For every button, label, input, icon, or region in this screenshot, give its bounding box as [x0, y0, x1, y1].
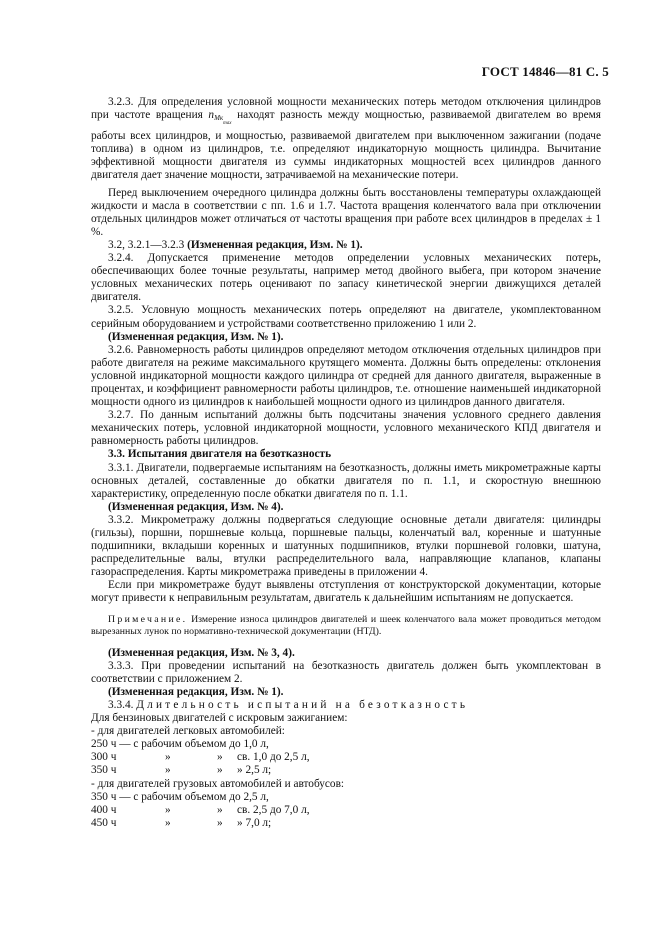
table-cell: » 7,0 л; — [237, 816, 272, 829]
amendment-note: (Измененная редакция, Изм. № 1). — [187, 238, 363, 251]
list-subheading-trucks: - для двигателей грузовых автомобилей и автобусов: — [91, 777, 345, 790]
table-cell: » — [217, 764, 223, 777]
formula-variable: n — [208, 109, 215, 122]
table-cell: » — [165, 803, 171, 816]
note-block — [91, 614, 601, 638]
paragraph-3-2-7: 3.2.7. По данным испытаний должны быть подсчитаны значения условного среднего давления механических потерь, условной индикаторной мощности, условного механического КПД двигателя и равномерность работы цилиндров. — [91, 409, 601, 448]
formula-subscript: Mк — [214, 114, 224, 123]
paragraph-3-2-4: 3.2.4. Допускается применение методов определении условных механических потерь, обеспечивающих более точные результаты, например метод двойного выбега, при котором значение условных механических потерь оценивают по запасу кинетической энергии движущихся деталей двигателя. — [91, 252, 601, 304]
duration-table-cars — [91, 751, 310, 777]
table-row — [91, 804, 310, 817]
table-cell: » — [217, 803, 223, 816]
amendment-note: (Измененная редакция, Изм. № 4). — [108, 500, 284, 513]
table-cell: » — [217, 751, 223, 764]
table-cell: » — [165, 816, 171, 829]
clause-refs: 3.2, 3.2.1—3.2.3 — [108, 238, 188, 251]
paragraph-3-3-2: 3.3.2. Микрометражу должны подвергаться следующие основные детали двигателя: цилиндры (гильзы), поршни, поршневые кольца, поршневые пальцы, коленчатый вал, коренные и шатунные подшипники, вкладыши коренных и шатунных подшипников, втулки поршневой головки, шатуна, распределительные валы, втулки распределительного вала, направляющие клапанов, клапаны газораспределения. Карты микрометража приведены в приложении 4. — [91, 513, 601, 579]
page-header: ГОСТ 14846—81 С. 5 — [481, 64, 609, 79]
note-label: Примечание. — [108, 613, 188, 625]
table-cell: » — [165, 764, 171, 777]
table-cell: » — [217, 816, 223, 829]
table-cell: » — [165, 751, 171, 764]
table-cell: 450 ч — [91, 816, 117, 829]
paragraph-3-3-1: 3.3.1. Двигатели, подвергаемые испытаниям на безотказность, должны иметь микрометражные карты основных деталей, составленные до обкатки двигателя по п. 1.1, и скоростную внешнюю характеристику, определенную после обкатки двигателя по п. 1.1. — [91, 461, 601, 500]
table-row — [91, 751, 310, 764]
formula-subsubscript: max — [223, 121, 232, 127]
table-cell: св. 1,0 до 2,5 л, — [237, 751, 310, 764]
note-text: Измерение износа цилиндров двигателей и шеек коленчатого вала может проводиться методом вырезанных лунок по нормативно-технической документации (НТД). — [91, 613, 601, 637]
table-cell: 350 ч — [91, 764, 117, 777]
table-cell: » 2,5 л; — [237, 764, 272, 777]
paragraph-cylinder-shutdown: Перед выключением очередного цилиндра должны быть восстановлены температуры охлаждающей жидкости и масла в соответствии с пп. 1.6 и 1.7. Частота вращения коленчатого вала при отключении отдельных цилиндров может отличаться от частоты вращения при работе всех цилиндров в пределах ± 1 %. — [91, 186, 601, 238]
list-subheading-cars: - для двигателей легковых автомобилей: — [91, 725, 285, 738]
paragraph-text: 3.2.3. Для определения условной мощности механических потерь методом отключения цилиндров при частоте вращения — [91, 96, 601, 122]
table-row — [91, 817, 310, 830]
duration-row: 350 ч — с рабочим объемом до 2,5 л, — [91, 790, 269, 803]
document-body — [91, 96, 601, 830]
paragraph-3-3-4 — [91, 699, 601, 712]
section-heading-3-3: 3.3. Испытания двигателя на безотказность — [108, 448, 332, 461]
clause-number: 3.3.4. — [108, 698, 137, 711]
amendment-note: (Измененная редакция, Изм. № 3, 4). — [108, 646, 295, 659]
clause-title: Длительность испытаний на безотказность — [136, 698, 469, 711]
table-cell: 400 ч — [91, 803, 117, 816]
paragraph-3-2-5: 3.2.5. Условную мощность механических потерь определяют на двигателе, укомплектованном серийным оборудованием и устройствами соответственно приложению 1 или 2. — [91, 304, 601, 330]
amendment-note: (Измененная редакция, Изм. № 1). — [108, 685, 284, 698]
paragraph-deviation: Если при микрометраже будут выявлены отступления от конструкторской документации, которые могут привести к неправильным результатам, двигатель к дальнейшим испытаниям не допускается. — [91, 579, 601, 605]
paragraph-amendment-3-2 — [91, 239, 601, 252]
list-intro: Для бензиновых двигателей с искровым зажиганием: — [91, 712, 348, 725]
duration-table-trucks — [91, 804, 310, 830]
paragraph-3-2-3 — [91, 96, 601, 183]
table-cell: 300 ч — [91, 751, 117, 764]
table-cell: св. 2,5 до 7,0 л, — [237, 803, 310, 816]
amendment-note: (Измененная редакция, Изм. № 1). — [108, 330, 284, 343]
paragraph-3-2-6: 3.2.6. Равномерность работы цилиндров определяют методом отключения отдельных цилиндров при работе двигателя на режиме максимального крутящего момента. Должны быть определены: отклонения условной индикаторной мощности каждого цилиндра от средней для данного двигателя, выраженные в процентах, и коэффициент равномерности работы цилиндров, т.е. отношение наименьшей индикаторной мощности одного из цилиндров к наибольшей мощности одного из цилиндров данного двигателя. — [91, 343, 601, 409]
paragraph-3-3-3: 3.3.3. При проведении испытаний на безотказность двигатель должен быть укомплектован в соответствии с приложением 2. — [91, 659, 601, 685]
duration-row: 250 ч — с рабочим объемом до 1,0 л, — [91, 738, 269, 751]
paragraph-text: находят разность между мощностью, развиваемой двигателем во время работы всех цилиндров, и мощностью, развиваемой двигателем при выключенном зажигании (подаче топлива) в одном из цилиндров, т.е. определяют индикаторную мощность цилиндра. Вычитание эффективной мощности двигателя из суммы индикаторных мощностей всех цилиндров данного двигателя дает значение мощности, затрачиваемой на механические потери. — [91, 109, 601, 182]
table-row — [91, 764, 310, 777]
